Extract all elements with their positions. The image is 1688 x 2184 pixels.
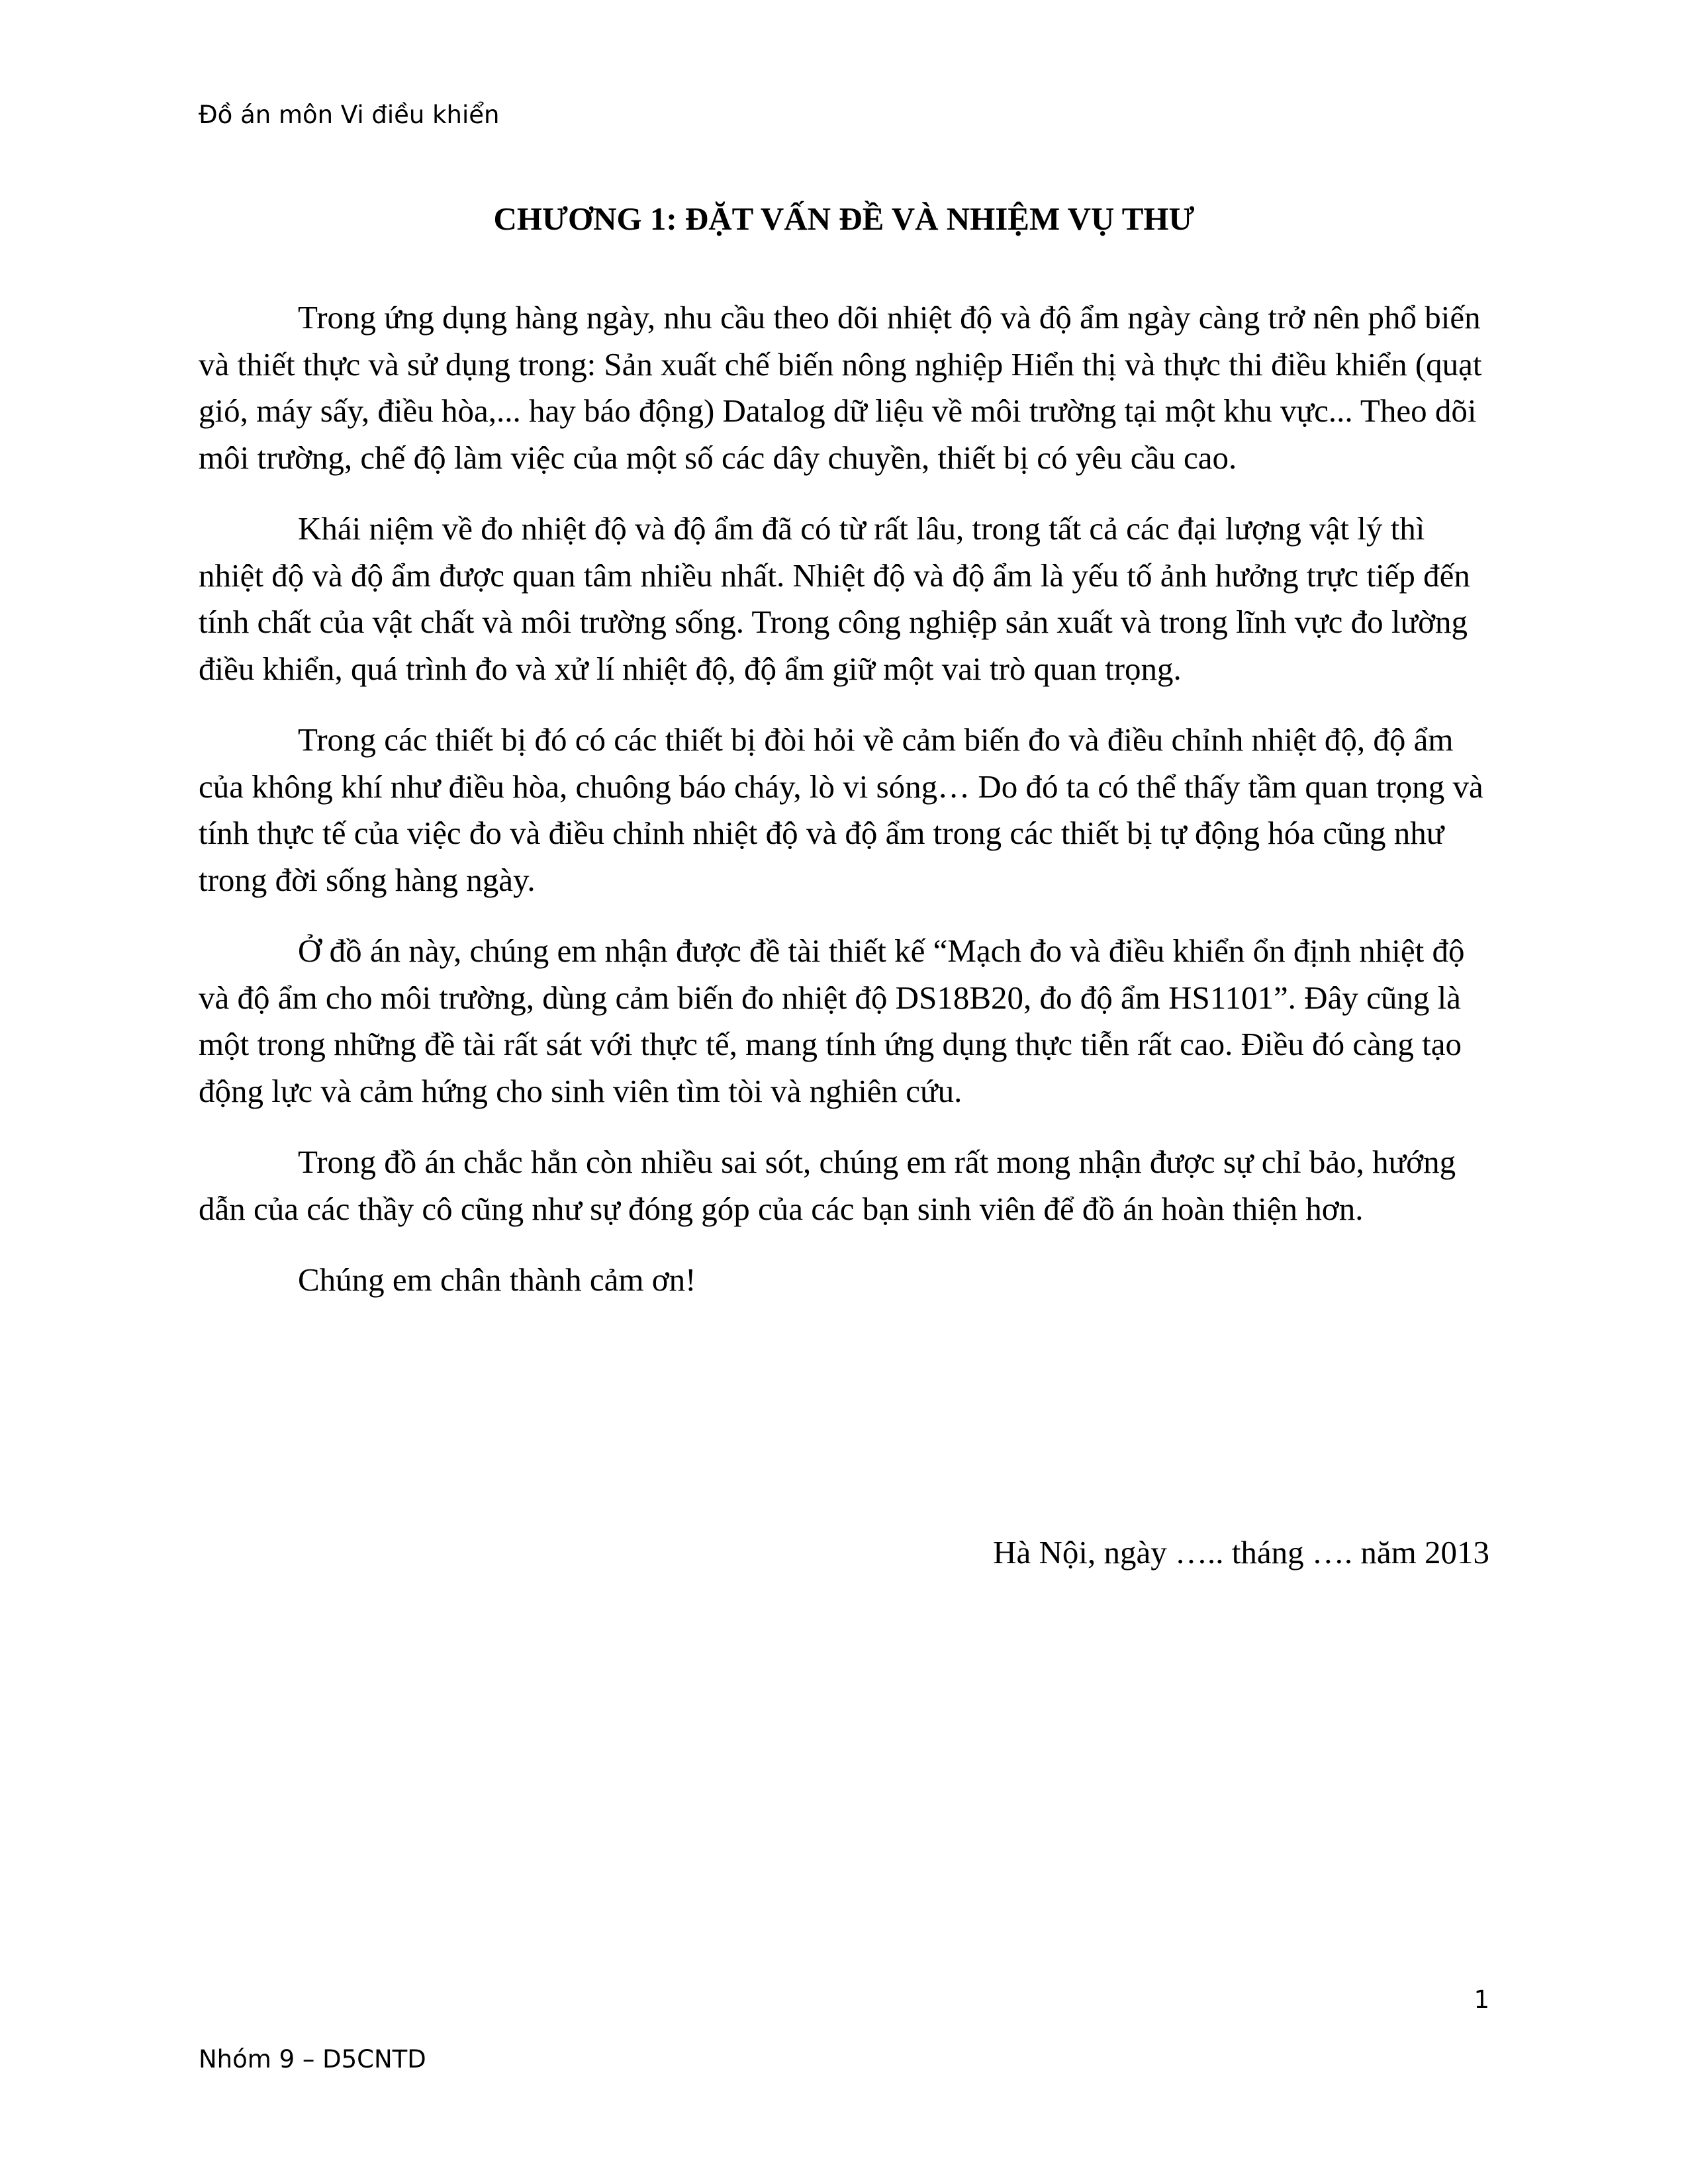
chapter-title: CHƯƠNG 1: ĐẶT VẤN ĐỀ VÀ NHIỆM VỤ THƯ: [493, 201, 1195, 237]
paragraph-1: Trong ứng dụng hàng ngày, nhu cầu theo dõi nhiệt độ và độ ẩm ngày càng trở nên phổ biến và thiết thực và sử dụng trong: Sản xuất chế biến nông nghiệp Hiển thị và thực thi điều khiển (quạt gió, máy sấy, điều hòa,... hay báo động) Datalog dữ liệu về môi trường tại một khu vực... Theo dõi môi trường, chế độ làm việc của một số các dây chuyền, thiết bị có yêu cầu cao.: [199, 299, 1482, 476]
page-number: 1: [1474, 1985, 1489, 2014]
running-footer: Nhóm 9 – D5CNTD: [199, 2045, 426, 2073]
paragraph-2: Khái niệm về đo nhiệt độ và độ ẩm đã có từ rất lâu, trong tất cả các đại lượng vật lý thì nhiệt độ và độ ẩm được quan tâm nhiều nhất. Nhiệt độ và độ ẩm là yếu tố ảnh hưởng trực tiếp đến tính chất của vật chất và môi trường sống. Trong công nghiệp sản xuất và trong lĩnh vực đo lường điều khiển, quá trình đo và xử lí nhiệt độ, độ ẩm giữ một vai trò quan trọng.: [199, 510, 1470, 687]
place-date-signoff: Hà Nội, ngày ….. tháng …. năm 2013: [993, 1534, 1489, 1570]
paragraph-3: Trong các thiết bị đó có các thiết bị đòi hỏi về cảm biến đo và điều chỉnh nhiệt độ, độ ẩm của không khí như điều hòa, chuông báo cháy, lò vi sóng… Do đó ta có thể thấy tầm quan trọng và tính thực tế của việc đo và điều chỉnh nhiệt độ và độ ẩm trong các thiết bị tự động hóa cũng như trong đời sống hàng ngày.: [199, 721, 1483, 898]
running-header: Đồ án môn Vi điều khiển: [199, 101, 500, 129]
paragraph-5: Trong đồ án chắc hẳn còn nhiều sai sót, chúng em rất mong nhận được sự chỉ bảo, hướng dẫn của các thầy cô cũng như sự đóng góp của các bạn sinh viên để đồ án hoàn thiện hơn.: [199, 1144, 1456, 1227]
paragraph-4: Ở đồ án này, chúng em nhận được đề tài thiết kế “Mạch đo và điều khiển ổn định nhiệt độ và độ ẩm cho môi trường, dùng cảm biến đo nhiệt độ DS18B20, đo độ ẩm HS1101”. Đây cũng là một trong những đề tài rất sát với thực tế, mang tính ứng dụng thực tiễn rất cao. Điều đó càng tạo động lực và cảm hứng cho sinh viên tìm tòi và nghiên cứu.: [199, 933, 1465, 1109]
body-text: [199, 295, 1489, 1328]
closing-line: Chúng em chân thành cảm ơn!: [298, 1261, 696, 1298]
